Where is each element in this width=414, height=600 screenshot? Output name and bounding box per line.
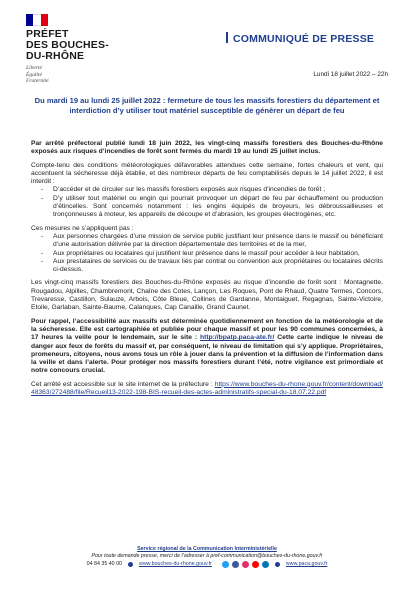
logo-line: DES BOUCHES- [26,39,109,51]
document-body [31,140,383,402]
twitter-icon[interactable] [222,561,229,568]
list-item [31,186,383,194]
youtube-icon[interactable] [252,561,259,568]
bullet-icon [275,562,280,567]
motto-line: Fraternité [26,78,49,84]
exceptions-list [31,233,383,274]
facebook-icon[interactable] [232,561,239,568]
prohibitions-list [31,186,383,219]
flag-white [33,14,40,26]
logo-line: PRÉFET [26,28,69,40]
social-icons [222,561,269,568]
tricolor-flag-icon [26,14,48,26]
flag-blue [26,14,33,26]
motto-line: Égalité [26,71,42,78]
footer-contact-row [30,561,384,568]
flag-red [41,14,48,26]
press-release-label [226,32,374,45]
arrete-link[interactable]: https://www.bouches-du-rhone.gouv.fr/content/download/48363/272488/file/Recueil13-2022-198-BIS-recueil-des-actes-administratifs-special-du-18.07.22.pdf [31,380,384,397]
dash-bullet: - [41,194,44,202]
motto-line: Liberté [26,65,42,71]
list-item-text: Aux prestataires de services ou de travaux liés par contrat ou convention aux propriétaires ou locataires décrits ci-dessus. [53,257,383,274]
list-item [31,250,383,258]
footer-contact-line: Pour toute demande presse, merci de l’adresser à pref-communication@bouches-du-rhone.gouv.fr [91,553,323,559]
footer-phone: 04 84 35 40 00 [86,561,122,567]
list-item-text: Aux personnes chargées d’une mission de service public justifiant leur présence dans le massif ou bénéficiant d’une autorisation délivrée par la direction départementale des territoires et de la mer, [53,232,383,249]
logo-line: DU-RHÔNE [26,50,85,62]
bpatp-link[interactable]: http://bpatp.paca-ate.fr/ [200,334,275,342]
list-item [31,258,383,275]
context-paragraph: Compte-tenu des conditions météorologiques défavorables attendues cette semaine, fortes chaleurs et vent, qui accentuent la sécheresse déjà établie, et des nombreux départs de feu comptabilisés depuis le 14 juillet 2022, il est interdit : [31,161,383,186]
list-item-text: Aux propriétaires ou locataires qui justifient leur présence dans le massif pour accéder à leur habitation, [53,249,360,257]
list-item-text: D’accéder et de circuler sur les massifs forestiers exposés aux risques d’incendies de forêt ; [53,186,326,194]
instagram-icon[interactable] [242,561,249,568]
footer-site1-link[interactable]: www.bouches-du-rhone.gouv.fr [139,561,212,567]
intro-paragraph: Par arrêté préfectoral publié lundi 18 juin 2022, les vingt-cinq massifs forestiers des Bouches-du-Rhône exposés aux risques d’incendies de forêt sont fermés du mardi 19 au lundi 25 juillet inclus. [31,140,383,156]
press-bar-icon [226,32,228,43]
footer-service: Service régional de la Communication Interministérielle [137,546,277,552]
press-label-text: COMMUNIQUÉ DE PRESSE [233,33,375,45]
footer [30,546,384,568]
header [26,14,396,84]
reminder-text-1: Pour rappel, l’accessibilité aux massifs est déterminée quotidiennement en fonction de la météorologie et de la sécheresse. Elle est cartographiée et publiée pour chaque massif et pour les 90 communes concernées, à 17 heures la veille pour le lendemain, sur le site : [31,317,383,342]
dash-bullet: - [41,249,44,257]
page-title: Du mardi 19 au lundi 25 juillet 2022 : fermeture de tous les massifs forestiers du département et interdiction d’y utiliser tout matériel susceptible de générer un départ de feu [34,96,380,115]
massifs-paragraph: Les vingt-cinq massifs forestiers des Bouches-du-Rhône exposés au risque d’incendie de forêt sont : Montagnette, Rougadou, Alpilles, Chambremont, Chaîne des Cotes, Lançon, Les Roques, Pont de Rhaud, Quatre Termes, Concors, Trevaresse, Castillon, Sulauze, Arbois, Côte Bleue, Collines de Gardanne, Montaiguet, Regagnas, Sainte-Victoire, Etoile, Garlaban, Sainte-Baume, Calanques, Cap Canaille, Grand Caunet. [31,279,383,312]
dash-bullet: - [41,232,44,240]
linkedin-icon[interactable] [262,561,269,568]
arrete-paragraph [31,381,383,398]
bullet-icon [128,562,133,567]
list-item-text: D’y utiliser tout matériel ou engin qui pourrait provoquer un départ de feu par échauffement ou production d’étincelles. Sont concernés notamment : les engins équipés de broyeurs, les débroussailleuses et tronçonneuses à moteur, les appareils de découpe et d’abrasion, les groupes électrogènes, etc. [53,194,383,219]
reminder-paragraph [31,318,383,376]
footer-site2-link[interactable]: www.paca.gouv.fr [285,561,328,567]
list-item [31,233,383,250]
reminder-text-3: Propriétaires, promeneurs, citoyens, nous avons tous un rôle à jouer dans la prévention et la diffusion de l’information dans la veille et dans l’alerte. Pour protéger nos massifs forestiers durant l’été, notre vigilance est primordiale et notre concours crucial. [31,342,383,375]
exceptions-intro: Ces mesures ne s’appliquent pas : [31,224,134,232]
arrete-text: Cet arrêté est accessible sur le site internet de la préfecture : [31,380,213,388]
dash-bullet: - [41,257,44,265]
release-date: Lundi 18 juillet 2022 – 22h [313,71,388,78]
dash-bullet: - [41,186,44,194]
list-item [31,195,383,220]
reminder-text-2: Cette carte indique le niveau de danger aux feux de forêts du massif et, par conséquent, le niveau de limitation qui s’y applique. [31,334,384,350]
